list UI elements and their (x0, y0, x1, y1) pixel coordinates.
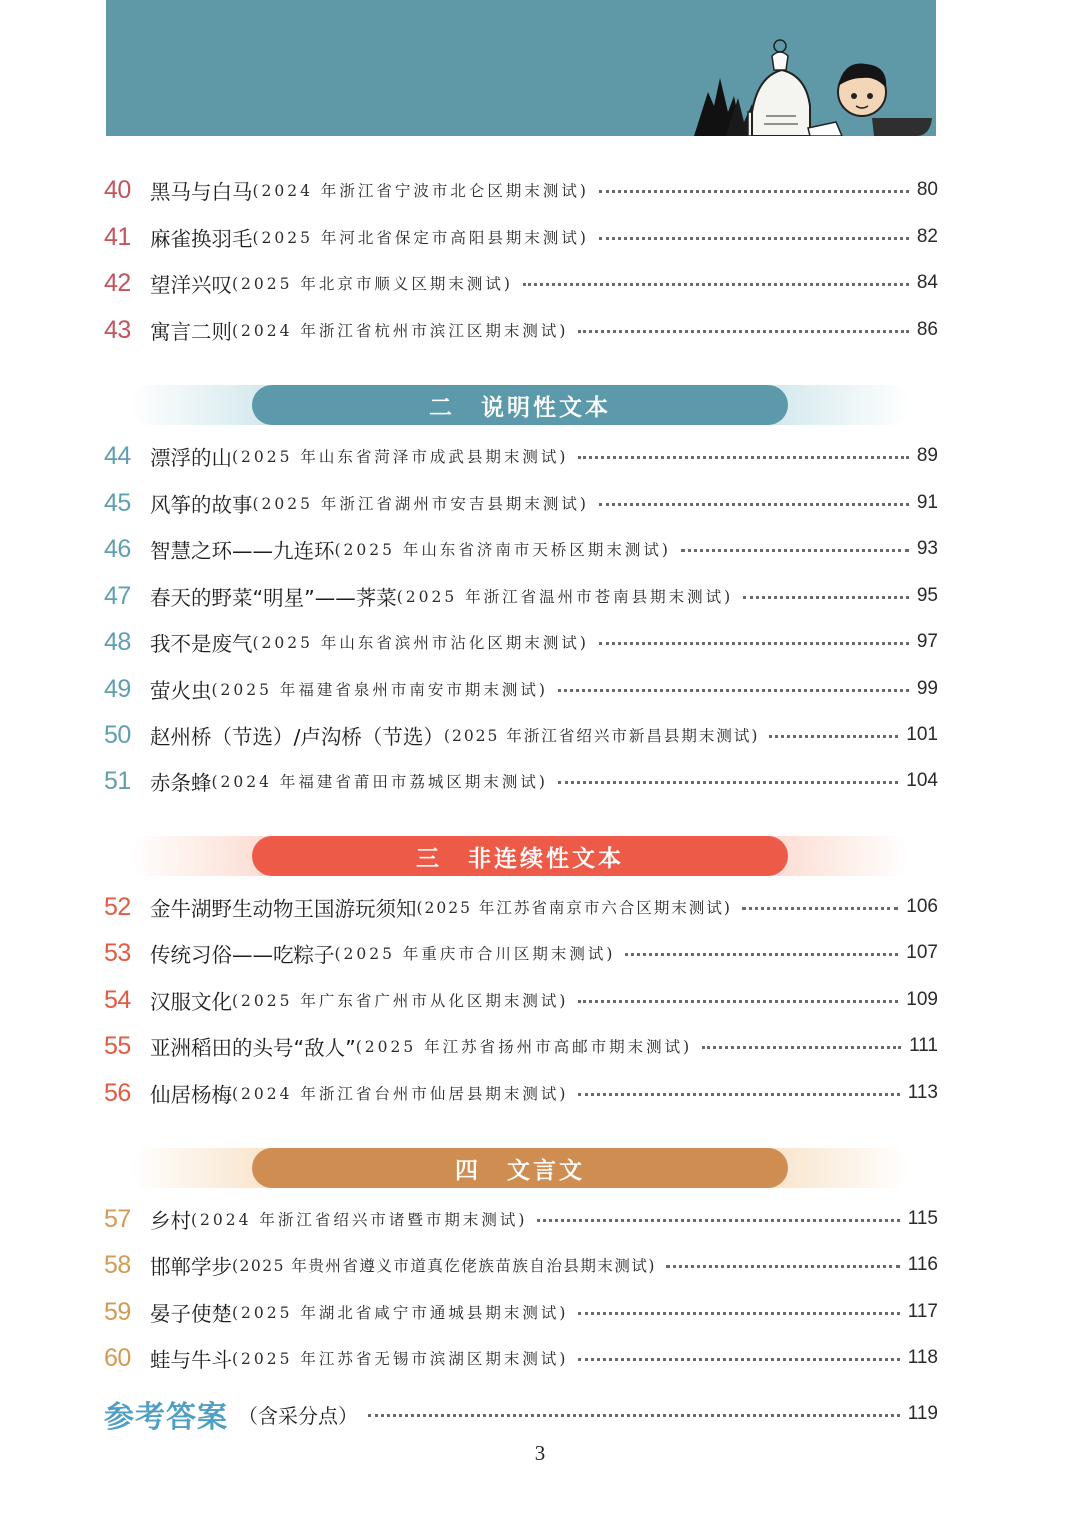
entry-title: 麻雀换羽毛 (150, 227, 253, 251)
entry-page: 118 (907, 1347, 938, 1368)
toc-entry[interactable] (104, 625, 938, 659)
dot-leader (558, 689, 909, 692)
section-heading-expository (130, 385, 910, 425)
entry-source: (2024 年浙江省绍兴市诸暨市期末测试) (191, 1211, 528, 1229)
toc-entry[interactable] (104, 439, 938, 473)
answer-key-entry[interactable] (104, 1390, 938, 1438)
entry-source: (2025 年山东省滨州市沾化区期末测试) (252, 634, 589, 652)
toc-entry[interactable] (104, 1202, 938, 1236)
entry-source: (2025 年浙江省温州市苍南县期末测试) (396, 588, 734, 606)
entry-title: 晏子使楚 (150, 1302, 232, 1326)
answer-key-title: 参考答案 (104, 1400, 228, 1435)
entry-source: (2024 年浙江省台州市仙居县期末测试) (232, 1085, 569, 1103)
dot-leader (769, 735, 898, 738)
entry-title: 仙居杨梅 (150, 1083, 232, 1107)
dot-leader (368, 1414, 900, 1417)
toc-entry[interactable] (104, 890, 938, 924)
entry-source: (2024 年福建省莆田市荔城区期末测试) (211, 773, 548, 791)
dot-leader (578, 1312, 899, 1315)
entry-page: 117 (907, 1301, 938, 1322)
entry-source: (2025 年浙江省湖州市安吉县期末测试) (252, 495, 589, 513)
entry-page: 95 (916, 585, 938, 606)
entry-number: 51 (104, 766, 131, 795)
dot-leader (578, 330, 908, 333)
entry-source: (2025 年山东省济南市天桥区期末测试) (334, 541, 671, 559)
answer-key-page: 119 (907, 1403, 938, 1424)
entry-page: 84 (916, 272, 938, 293)
dot-leader (578, 456, 908, 459)
dot-leader (578, 1093, 899, 1096)
heading-text: 说明性文本 (481, 394, 611, 421)
entry-number: 40 (104, 175, 131, 204)
entry-number: 54 (104, 985, 131, 1014)
entry-source: (2025 年浙江省绍兴市新昌县期末测试) (443, 727, 760, 745)
toc-entry[interactable] (104, 579, 938, 613)
entry-title: 智慧之环——九连环 (150, 539, 335, 563)
heading-numeral: 三 (416, 845, 442, 872)
toc-entry[interactable] (104, 532, 938, 566)
toc-entry[interactable] (104, 1076, 938, 1110)
header-banner (106, 0, 936, 136)
heading-text: 文言文 (507, 1157, 585, 1184)
entry-page: 80 (916, 179, 938, 200)
entry-source: (2025 年江苏省无锡市滨湖区期末测试) (232, 1350, 569, 1368)
entry-title: 黑马与白马 (150, 180, 253, 204)
entry-number: 56 (104, 1078, 131, 1107)
dot-leader (743, 596, 909, 599)
entry-source: (2024 年浙江省杭州市滨江区期末测试) (232, 322, 569, 340)
entry-source: (2025 年贵州省遵义市道真仡佬族苗族自治县期末测试) (232, 1257, 656, 1275)
toc-entry[interactable] (104, 764, 938, 798)
toc-entry[interactable] (104, 718, 938, 752)
toc-entry[interactable] (104, 173, 938, 207)
entry-title: 乡村 (150, 1209, 191, 1233)
page-number: 3 (534, 1441, 546, 1465)
entry-title: 寓言二则 (150, 320, 232, 344)
entry-title: 漂浮的山 (150, 446, 232, 470)
entry-number: 44 (104, 441, 131, 470)
heading-text: 非连续性文本 (468, 845, 624, 872)
entry-source: (2025 年河北省保定市高阳县期末测试) (252, 229, 589, 247)
heading-pill (252, 385, 788, 425)
entry-page: 106 (906, 896, 938, 917)
dot-leader (599, 237, 909, 240)
dot-leader (702, 1046, 901, 1049)
entry-title: 春天的野菜“明星”——荠菜 (150, 586, 397, 610)
entry-number: 58 (104, 1250, 131, 1279)
entry-source: (2025 年湖北省咸宁市通城县期末测试) (232, 1304, 569, 1322)
entry-number: 55 (104, 1031, 131, 1060)
answer-key-note: （含采分点） (238, 1403, 358, 1428)
entry-number: 57 (104, 1204, 131, 1233)
dot-leader (625, 953, 898, 956)
entry-title: 邯郸学步 (150, 1255, 232, 1279)
entry-number: 43 (104, 315, 131, 344)
entry-number: 60 (104, 1343, 131, 1372)
entry-page: 91 (916, 492, 938, 513)
entry-number: 50 (104, 720, 131, 749)
entry-page: 111 (909, 1035, 938, 1056)
entry-title: 萤火虫 (150, 679, 212, 703)
entry-page: 82 (916, 226, 938, 247)
entry-number: 46 (104, 534, 131, 563)
entry-title: 金牛湖野生动物王国游玩须知 (150, 897, 417, 921)
toc-entry[interactable] (104, 1248, 938, 1282)
entry-number: 48 (104, 627, 131, 656)
entry-number: 47 (104, 581, 131, 610)
entry-number: 42 (104, 268, 131, 297)
toc-entry[interactable] (104, 313, 938, 347)
entry-title: 风筝的故事 (150, 493, 253, 517)
entry-title: 蛙与牛斗 (150, 1348, 232, 1372)
entry-source: (2024 年浙江省宁波市北仑区期末测试) (252, 182, 589, 200)
entry-page: 89 (916, 445, 938, 466)
dot-leader (681, 549, 909, 552)
dot-leader (537, 1219, 899, 1222)
dot-leader (578, 1000, 898, 1003)
entry-source: (2025 年江苏省南京市六合区期末测试) (416, 899, 732, 917)
heading-pill (252, 1148, 788, 1188)
entry-title: 赵州桥（节选）/卢沟桥（节选） (150, 725, 444, 749)
dot-leader (599, 642, 909, 645)
toc-entry[interactable] (104, 936, 938, 970)
entry-source: (2025 年山东省菏泽市成武县期末测试) (232, 448, 569, 466)
entry-source: (2025 年北京市顺义区期末测试) (232, 275, 513, 293)
toc-entry[interactable] (104, 1029, 938, 1063)
heading-numeral: 二 (429, 394, 455, 421)
dot-leader (599, 190, 909, 193)
dot-leader (599, 503, 909, 506)
entry-source: (2025 年重庆市合川区期末测试) (334, 945, 616, 963)
entry-source: (2025 年广东省广州市从化区期末测试) (232, 992, 569, 1010)
dot-leader (523, 283, 909, 286)
entry-title: 赤条蜂 (150, 771, 212, 795)
section-heading-classical (130, 1148, 910, 1188)
entry-number: 45 (104, 488, 131, 517)
entry-source: (2025 年江苏省扬州市高邮市期末测试) (355, 1038, 693, 1056)
dot-leader (578, 1358, 899, 1361)
toc-entry[interactable] (104, 266, 938, 300)
entry-title: 传统习俗——吃粽子 (150, 943, 335, 967)
dot-leader (742, 907, 898, 910)
entry-page: 115 (907, 1208, 938, 1229)
toc-entry[interactable] (104, 1295, 938, 1329)
dot-leader (558, 781, 898, 784)
entry-source: (2025 年福建省泉州市南安市期末测试) (211, 681, 548, 699)
heading-numeral: 四 (455, 1157, 481, 1184)
entry-page: 86 (916, 319, 938, 340)
entry-title: 亚洲稻田的头号“敌人” (150, 1036, 356, 1060)
toc-entry[interactable] (104, 1341, 938, 1375)
entry-page: 104 (906, 770, 938, 791)
entry-title: 望洋兴叹 (150, 273, 232, 297)
entry-page: 101 (906, 724, 938, 745)
entry-page: 109 (906, 989, 938, 1010)
toc-entry[interactable] (104, 220, 938, 254)
entry-page: 113 (907, 1082, 938, 1103)
dot-leader (666, 1265, 900, 1268)
entry-page: 107 (906, 942, 938, 963)
toc-entry[interactable] (104, 983, 938, 1017)
entry-page: 93 (916, 538, 938, 559)
entry-number: 53 (104, 938, 131, 967)
entry-number: 52 (104, 892, 131, 921)
entry-number: 59 (104, 1297, 131, 1326)
entry-title: 我不是废气 (150, 632, 253, 656)
entry-page: 116 (907, 1254, 938, 1275)
entry-title: 汉服文化 (150, 990, 232, 1014)
toc-entry[interactable] (104, 486, 938, 520)
section-heading-noncontinuous (130, 836, 910, 876)
entry-page: 97 (916, 631, 938, 652)
entry-page: 99 (916, 678, 938, 699)
toc-entry[interactable] (104, 672, 938, 706)
heading-pill (252, 836, 788, 876)
entry-number: 49 (104, 674, 131, 703)
child-reading-cartoon-icon (686, 26, 936, 136)
entry-number: 41 (104, 222, 131, 251)
